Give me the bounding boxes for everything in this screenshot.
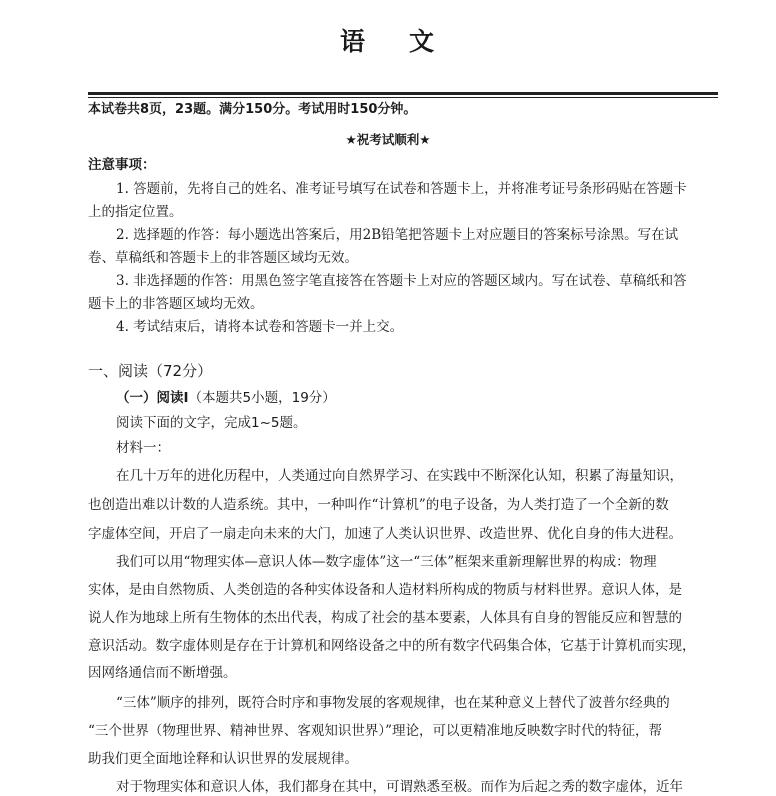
passage-line: 在几十万年的进化历程中，人类通过向自然界学习、在实践中不断深化认知，积累了海量知识，	[116, 468, 683, 484]
passage-line: 字虚体空间，开启了一扇走向未来的大门，加速了人类认识世界、改造世界、优化自身的伟大进程。	[88, 526, 682, 542]
material-label: 材料一：	[116, 440, 170, 456]
notice-line: 4. 考试结束后，请将本试卷和答题卡一并上交。	[116, 319, 404, 335]
title-char-right: 文	[409, 27, 437, 56]
notice-line: 3. 非选择题的作答：用黑色签字笔直接答在答题卡上对应的答题区域内。写在试卷、草稿纸和答	[116, 273, 687, 289]
section-heading: 一、阅读（72分）	[88, 362, 213, 380]
notice-line: 卷、草稿纸和答题卡上的非答题区域均无效。	[88, 250, 358, 266]
sub-heading-detail: （本题共5小题，19分）	[188, 390, 336, 406]
title-char-left: 语	[339, 27, 367, 56]
passage-line: 意识活动。数字虚体则是存在于计算机和网络设备之中的所有数字代码集合体，它基于计算机而实现，	[88, 638, 696, 654]
header-rule-thick	[88, 92, 718, 95]
passage-line: “三体”顺序的排列，既符合时序和事物发展的客观规律，也在某种意义上替代了波普尔经典的	[116, 695, 670, 711]
passage-line: 因网络通信而不断增强。	[88, 665, 237, 681]
sub-heading-label: （一）阅读Ⅰ	[116, 390, 189, 406]
passage-line: 实体，是由自然物质、人类创造的各种实体设备和人造材料所构成的物质与材料世界。意识人体，是	[88, 582, 682, 598]
header-rule-thin	[88, 97, 718, 98]
notice-line: 上的指定位置。	[88, 204, 183, 220]
passage-line: 也创造出难以计数的人造系统。其中，一种叫作“计算机”的电子设备，为人类打造了一个全新的数	[88, 497, 669, 513]
passage-line: 我们可以用“物理实体—意识人体—数字虚体”这一“三体”框架来重新理解世界的构成：物理	[116, 554, 657, 570]
notice-line: 2. 选择题的作答：每小题选出答案后，用2B铅笔把答题卡上对应题目的答案标号涂黑。写在试	[116, 227, 679, 243]
passage-line: 助我们更全面地诠释和认识世界的发展规律。	[88, 751, 358, 767]
exam-info: 本试卷共8页，23题。满分150分。考试用时150分钟。	[88, 102, 417, 117]
page-title	[0, 22, 776, 58]
sub-heading	[116, 389, 336, 407]
passage-line: “三个世界（物理世界、精神世界、客观知识世界）”理论，可以更精准地反映数字时代的特征，帮	[88, 723, 663, 739]
reading-instruction: 阅读下面的文字，完成1~5题。	[116, 415, 307, 431]
notice-line: 1. 答题前，先将自己的姓名、准考证号填写在试卷和答题卡上，并将准考证号条形码贴在答题卡	[116, 181, 687, 197]
good-luck-banner: ★祝考试顺利★	[345, 132, 431, 147]
notice-heading: 注意事项：	[88, 157, 156, 173]
notice-line: 题卡上的非答题区域均无效。	[88, 296, 264, 312]
passage-line: 对于物理实体和意识人体，我们都身在其中，可谓熟悉至极。而作为后起之秀的数字虚体，近年	[116, 779, 683, 795]
passage-line: 说人作为地球上所有生物体的杰出代表，构成了社会的基本要素，人体具有自身的智能反应和智慧的	[88, 610, 682, 626]
